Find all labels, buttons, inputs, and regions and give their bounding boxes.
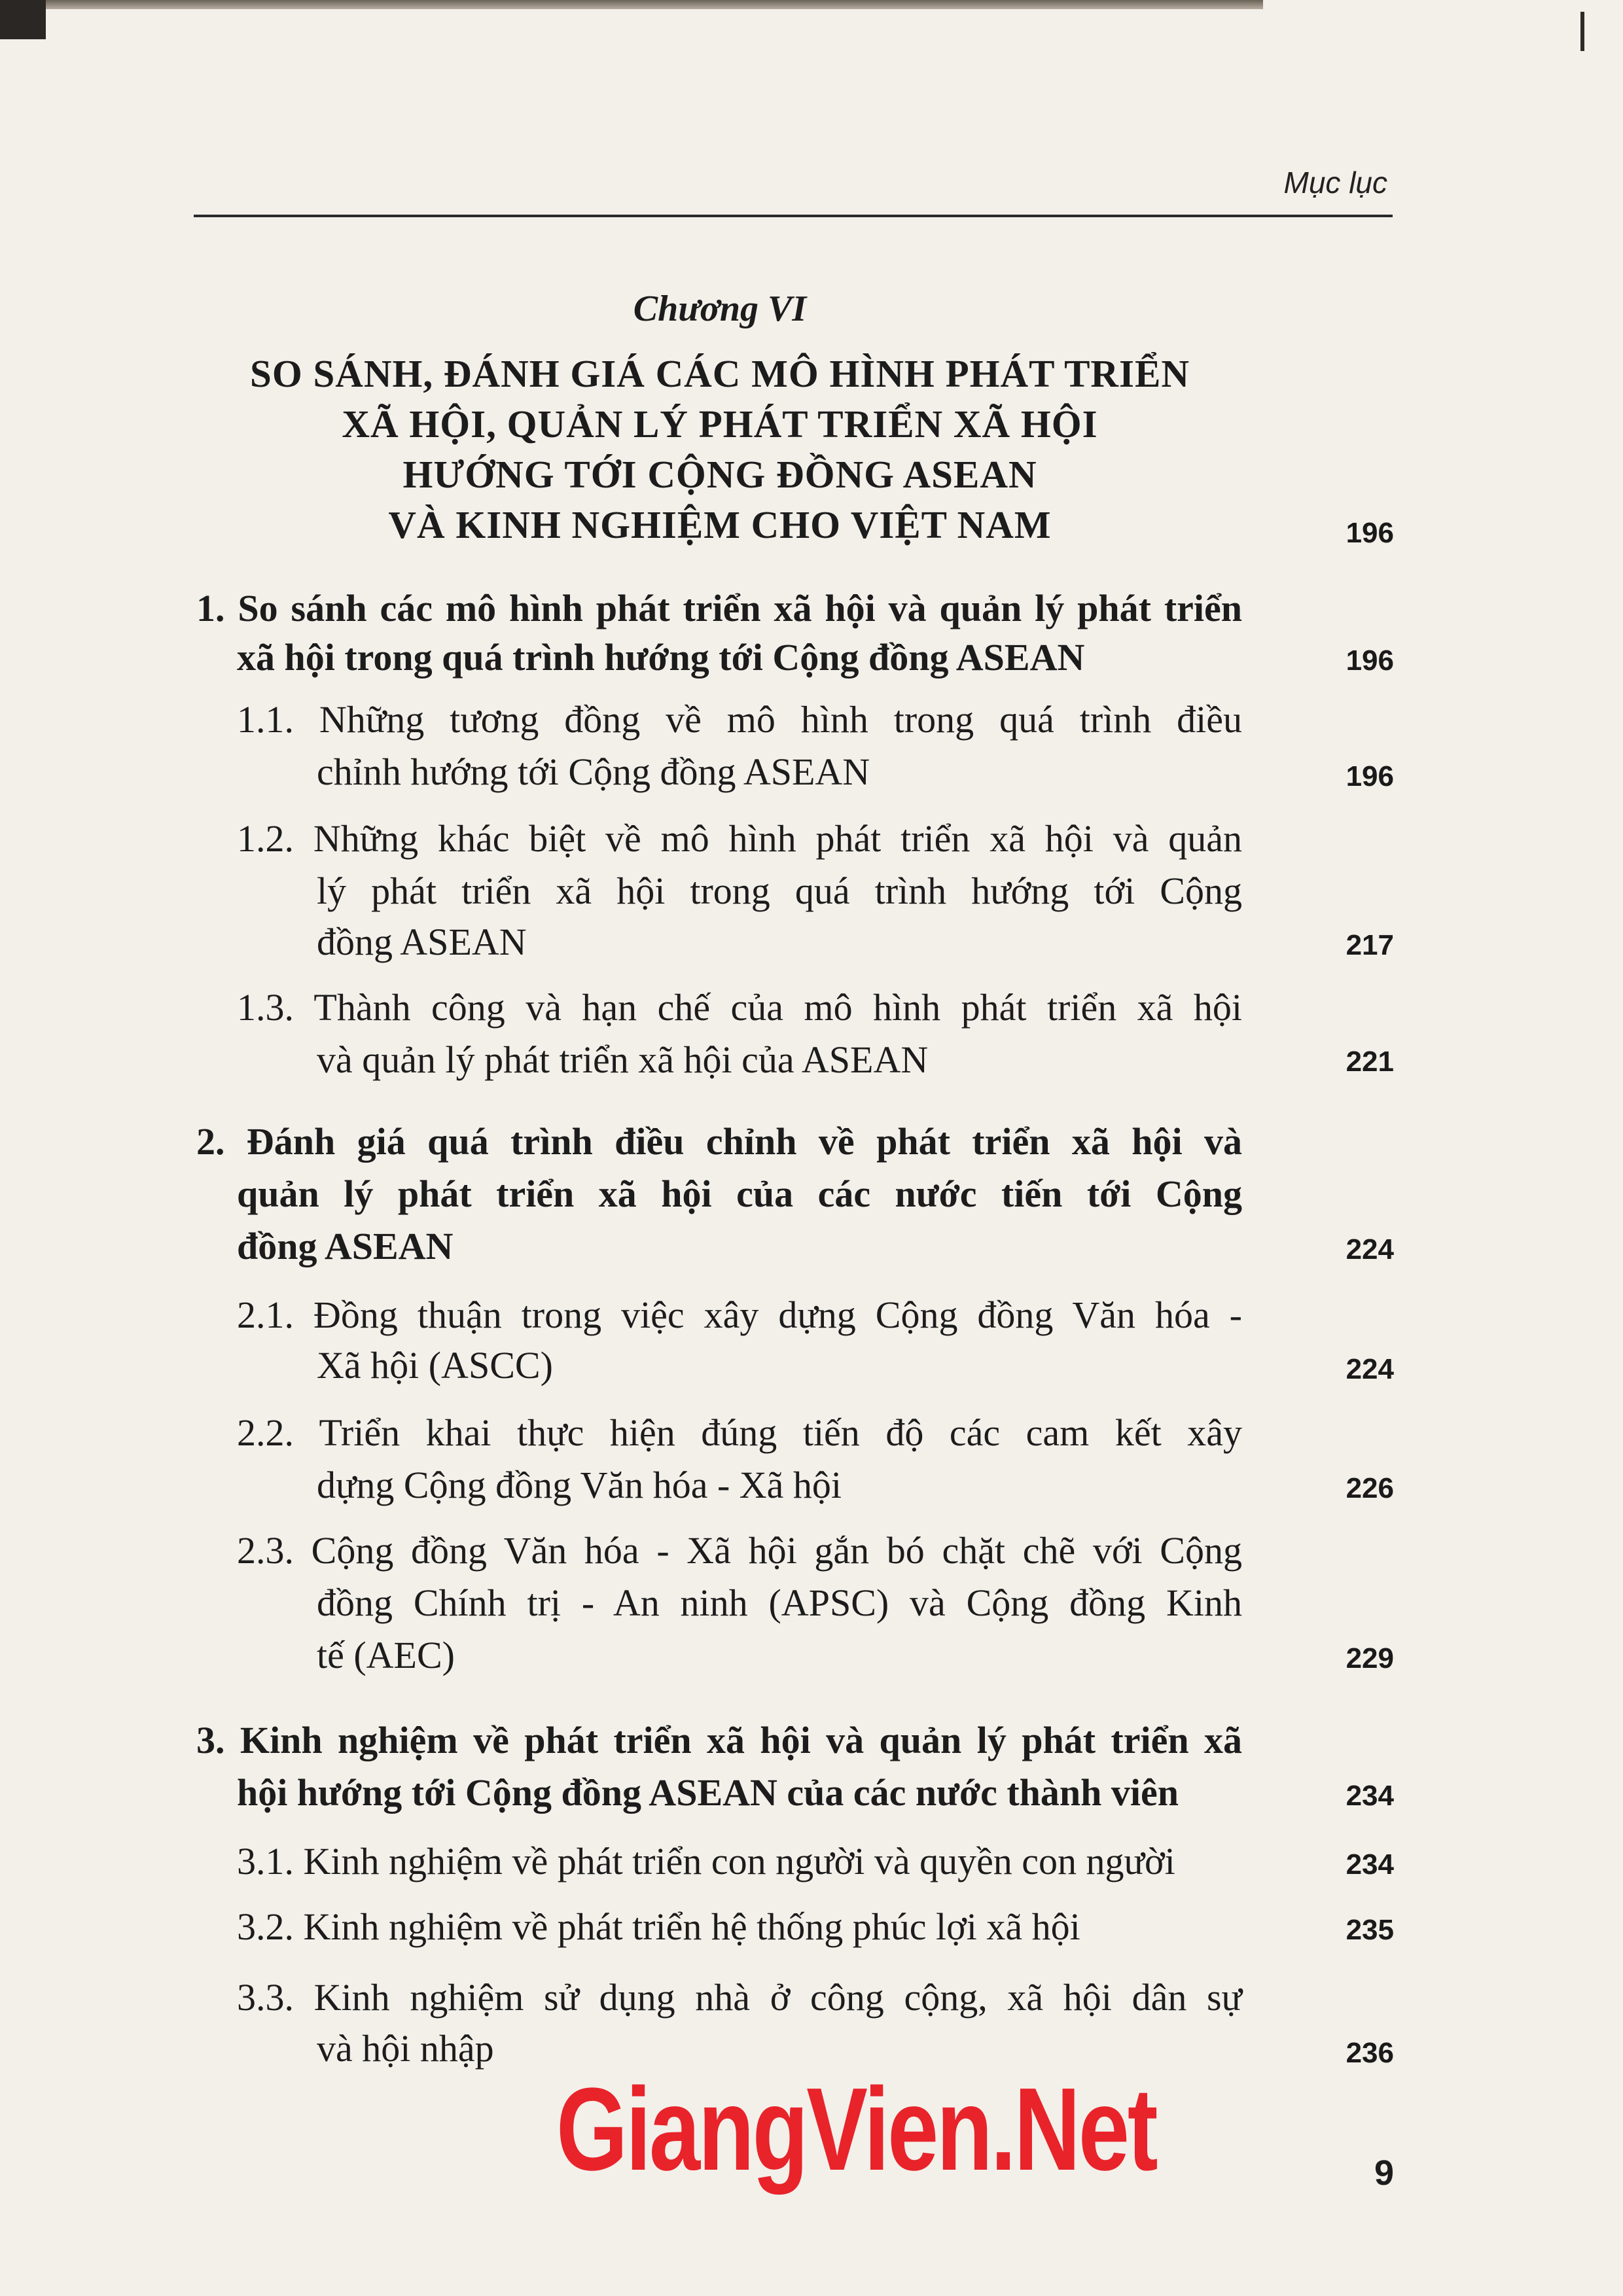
- chapter-label: Chương VI: [633, 289, 807, 329]
- scan-edge-top: [46, 0, 1263, 9]
- item-1-2-line: 1.2. Những khác biệt về mô hình phát triển xã hội và quản: [237, 817, 1242, 860]
- item-2-3-line: đồng Chính trị - An ninh (APSC) và Cộng đồng Kinh: [317, 1581, 1242, 1624]
- chapter-title-line: VÀ KINH NGHIỆM CHO VIỆT NAM: [388, 503, 1052, 546]
- chapter-title-line: SO SÁNH, ĐÁNH GIÁ CÁC MÔ HÌNH PHÁT TRIỂN: [250, 352, 1190, 395]
- running-head: Mục lục: [1283, 166, 1387, 200]
- item-1-1-page-number: 196: [1346, 760, 1394, 792]
- section-1-heading-line: 1. So sánh các mô hình phát triển xã hội và quản lý phát triển: [196, 587, 1242, 629]
- chapter-title: [170, 349, 1270, 550]
- item-1-2-page-number: 217: [1346, 929, 1394, 961]
- section-2-page-number: 224: [1346, 1233, 1394, 1265]
- section-1-heading-line: xã hội trong quá trình hướng tới Cộng đồng ASEAN: [237, 636, 1085, 679]
- item-2-2-line: dựng Cộng đồng Văn hóa - Xã hội: [317, 1464, 842, 1506]
- item-2-3-line: tế (AEC): [317, 1634, 455, 1676]
- chapter-title-line: HƯỚNG TỚI CỘNG ĐỒNG ASEAN: [402, 453, 1037, 496]
- item-3-1-line: 3.1. Kinh nghiệm về phát triển con người và quyền con người: [237, 1840, 1175, 1882]
- section-2-heading-line: 2. Đánh giá quá trình điều chỉnh về phát triển xã hội và: [196, 1120, 1242, 1163]
- item-3-2-page-number: 235: [1346, 1914, 1394, 1946]
- item-3-3-page-number: 236: [1346, 2037, 1394, 2069]
- item-2-1-page-number: 224: [1346, 1353, 1394, 1385]
- item-1-3-line: và quản lý phát triển xã hội của ASEAN: [317, 1038, 929, 1081]
- item-1-1-line: 1.1. Những tương đồng về mô hình trong quá trình điều: [237, 698, 1242, 741]
- item-2-2-line: 2.2. Triển khai thực hiện đúng tiến độ các cam kết xây: [237, 1411, 1242, 1454]
- scan-edge-left: [0, 0, 46, 39]
- item-3-3-line: và hội nhập: [317, 2027, 494, 2070]
- item-2-3-page-number: 229: [1346, 1642, 1394, 1674]
- section-1-page-number: 196: [1346, 645, 1394, 677]
- page-number: 9: [1374, 2153, 1394, 2193]
- section-2-heading-line: đồng ASEAN: [237, 1225, 454, 1267]
- section-2-heading-line: quản lý phát triển xã hội của các nước tiến tới Cộng: [237, 1173, 1242, 1215]
- item-1-2-line: lý phát triển xã hội trong quá trình hướng tới Cộng: [317, 870, 1242, 912]
- chapter-page-number: 196: [1346, 517, 1394, 549]
- item-2-3-line: 2.3. Cộng đồng Văn hóa - Xã hội gắn bó chặt chẽ với Cộng: [237, 1529, 1242, 1572]
- item-1-3-page-number: 221: [1346, 1046, 1394, 1078]
- item-2-2-page-number: 226: [1346, 1472, 1394, 1504]
- item-1-3-line: 1.3. Thành công và hạn chế của mô hình phát triển xã hội: [237, 986, 1242, 1029]
- item-1-2-line: đồng ASEAN: [317, 921, 527, 963]
- section-3-page-number: 234: [1346, 1780, 1394, 1812]
- item-3-1-page-number: 234: [1346, 1848, 1394, 1881]
- section-3-heading-line: 3. Kinh nghiệm về phát triển xã hội và quản lý phát triển xã: [196, 1719, 1242, 1761]
- item-2-1-line: Xã hội (ASCC): [317, 1344, 553, 1386]
- item-1-1-line: chỉnh hướng tới Cộng đồng ASEAN: [317, 751, 870, 793]
- item-3-2-line: 3.2. Kinh nghiệm về phát triển hệ thống phúc lợi xã hội: [237, 1905, 1080, 1948]
- watermark: GiangVien.Net: [556, 2064, 1156, 2195]
- item-2-1-line: 2.1. Đồng thuận trong việc xây dựng Cộng đồng Văn hóa -: [237, 1294, 1242, 1336]
- section-3-heading-line: hội hướng tới Cộng đồng ASEAN của các nước thành viên: [237, 1771, 1179, 1814]
- header-rule: [194, 215, 1393, 217]
- item-3-3-line: 3.3. Kinh nghiệm sử dụng nhà ở công cộng, xã hội dân sự: [237, 1976, 1242, 2019]
- chapter-title-line: XÃ HỘI, QUẢN LÝ PHÁT TRIỂN XÃ HỘI: [342, 402, 1098, 446]
- scan-edge-right: [1580, 12, 1584, 51]
